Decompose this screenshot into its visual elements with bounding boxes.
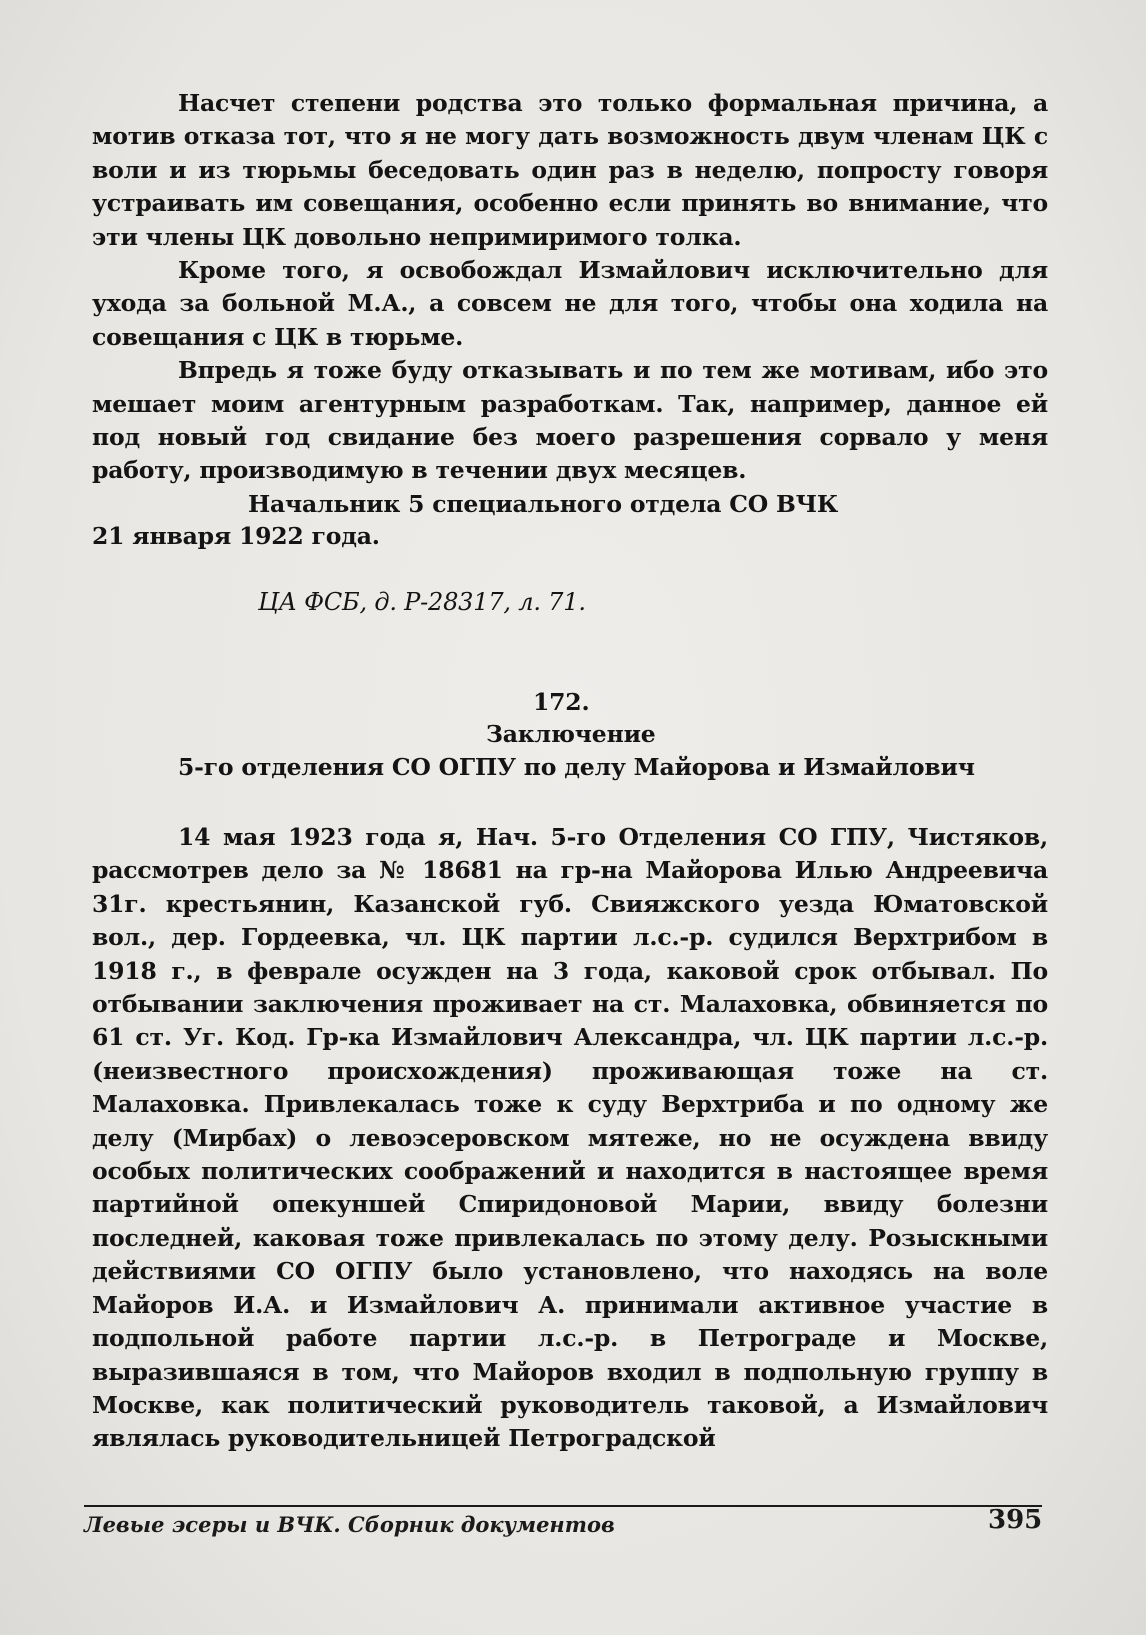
doc1-paragraph-2: Кроме того, я освобождал Измайлович исключительно для ухода за больной М.А., а совсем не для того, чтобы она ходила на совещания с ЦК в тюрьме. (92, 256, 1048, 351)
doc2-subtitle: 5-го отделения СО ОГПУ по делу Майорова и Измайлович (178, 753, 975, 781)
doc2-paragraph-1: 14 мая 1923 года я, Нач. 5-го Отделения СО ГПУ, Чистяков, рассмотрев дело за № 18681 на гр-на Майорова Илью Андреевича 31г. крестьянин, Казанской губ. Свияжского уезда Юматовской вол., дер. Гордеевка, чл. ЦК партии л.с.-р. судился Верхтрибом в 1918 г., в феврале осужден на 3 года, каковой срок отбывал. По отбывании заключения проживает на ст. Малаховка, обвиняется по 61 ст. Уг. Код. Гр-ка Измайлович Александра, чл. ЦК партии л.с.-р. (неизвестного происхождения) проживающая тоже на ст. Малаховка. Привлекалась тоже к суду Верхтриба и по одному же делу (Мирбах) о левоэсеровском мятеже, но не осуждена ввиду особых политических соображений и находится в настоящее время партийной опекуншей Спиридоновой Марии, ввиду болезни последней, каковая тоже привлекалась по этому делу. Розыскными действиями СО ОГПУ было установлено, что находясь на воле Майоров И.А. и Измайлович А. принимали активное участие в подпольной работе партии л.с.-р. в Петрограде и Москве, выразившаяся в том, что Майоров входил в подпольную группу в Москве, как политический руководитель таковой, а Измайлович являлась руководительницей Петроградской (92, 823, 1048, 1453)
footer-book-title: Левые эсеры и ВЧК. Сборник документов (84, 1512, 615, 1537)
doc1-paragraph-3: Впредь я тоже буду отказывать и по тем же мотивам, ибо это мешает моим агентурным разработкам. Так, например, данное ей под новый год свидание без моего разрешения сорвало у меня работу, производимую в течении двух месяцев. (92, 356, 1048, 485)
doc2-title: Заключение (486, 720, 656, 748)
doc1-signature: Начальник 5 специального отдела СО ВЧК (248, 490, 839, 518)
doc1-paragraph-1: Насчет степени родства это только формальная причина, а мотив отказа тот, что я не могу дать возможность двум членам ЦК с воли и из тюрьмы беседовать один раз в неделю, попросту говоря устраивать им совещания, особенно если принять во внимание, что эти члены ЦК довольно непримиримого толка. (92, 89, 1048, 251)
page-number: 395 (988, 1505, 1043, 1535)
doc1-date: 21 января 1922 года. (92, 522, 380, 550)
document-2-body (92, 821, 1048, 1456)
footer-rule (84, 1505, 1042, 1507)
document-1-body (92, 87, 1048, 488)
doc1-archive-reference: ЦА ФСБ, д. Р-28317, л. 71. (258, 588, 586, 616)
doc2-number: 172. (533, 688, 590, 716)
